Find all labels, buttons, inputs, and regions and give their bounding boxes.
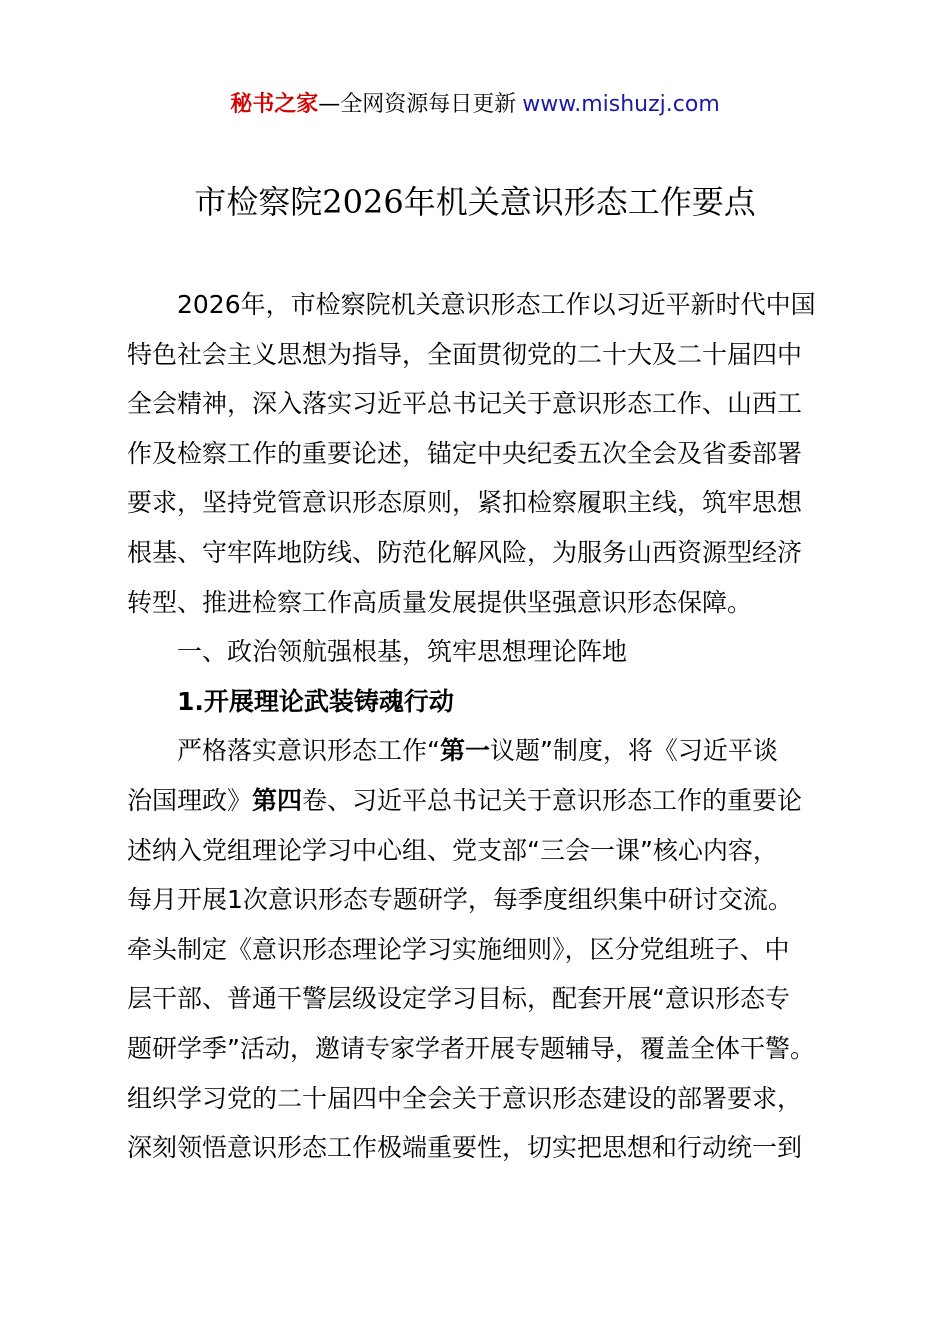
paragraph-line: 层干部、普通干警层级设定学习目标，配套开展“意识形态专 <box>127 984 790 1014</box>
paragraph-line <box>127 726 839 776</box>
header-tagline: —全网资源每日更新 <box>318 92 517 117</box>
paragraph-line <box>127 776 839 826</box>
intro-line: 要求，坚持党管意识形态原则，紧扣检察履职主线，筑牢思想 <box>127 488 803 518</box>
brand-name: 秘书之家 <box>230 92 319 117</box>
intro-line: 作及检察工作的重要论述，锚定中央纪委五次全会及省委部署 <box>127 438 803 468</box>
subsection-heading: 1.开展理论武装铸魂行动 <box>177 686 454 716</box>
intro-line: 根基、守牢阵地防线、防范化解风险，为服务山西资源型经济 <box>127 537 803 567</box>
intro-line: 全会精神，深入落实习近平总书记关于意识形态工作、山西工 <box>127 389 803 419</box>
paragraph-line: 述纳入党组理论学习中心组、党支部“三会一课”核心内容， <box>127 835 778 865</box>
bold-text-span: 第一 <box>439 736 490 766</box>
paragraph-line: 牵头制定《意识形态理论学习实施细则》，区分党组班子、中 <box>127 934 790 964</box>
site-header <box>0 90 950 120</box>
section-heading: 一、政治领航强根基，筑牢思想理论阵地 <box>177 637 628 667</box>
text-span: 议题”制度，将《习近平谈 <box>489 736 778 766</box>
text-span: 治国理政》 <box>127 785 253 815</box>
paragraph-line: 每月开展1次意识形态专题研学，每季度组织集中研讨交流。 <box>127 885 793 915</box>
paragraph-line: 题研学季”活动，邀请专家学者开展专题辅导，覆盖全体干警。 <box>127 1033 815 1063</box>
intro-line: 转型、推进检察工作高质量发展提供坚强意识形态保障。 <box>127 587 753 617</box>
bold-text-span: 第四 <box>252 785 303 815</box>
intro-line: 特色社会主义思想为指导，全面贯彻党的二十大及二十届四中 <box>127 339 803 369</box>
site-url-link[interactable]: www.mishuzj.com <box>522 92 720 117</box>
document-title: 市检察院2026年机关意识形态工作要点 <box>194 183 756 221</box>
text-span: 严格落实意识形态工作“ <box>177 736 440 766</box>
document-body <box>127 280 839 1173</box>
paragraph-line: 深刻领悟意识形态工作极端重要性，切实把思想和行动统一到 <box>127 1133 803 1163</box>
paragraph-line: 组织学习党的二十届四中全会关于意识形态建设的部署要求， <box>127 1083 803 1113</box>
text-span: 卷、习近平总书记关于意识形态工作的重要论 <box>302 785 803 815</box>
intro-line: 2026年，市检察院机关意识形态工作以习近平新时代中国 <box>177 290 816 319</box>
